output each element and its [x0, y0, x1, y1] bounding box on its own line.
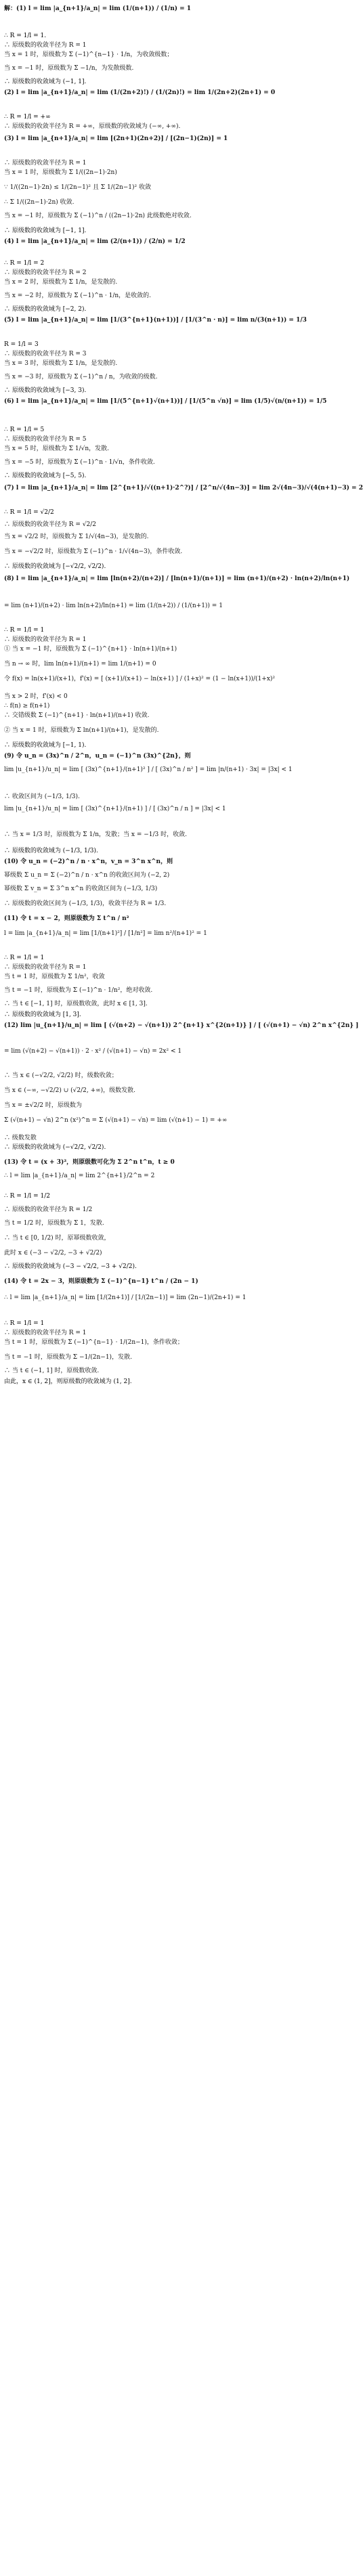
problem-line: (3) l = lim |a_{n+1}/a_n| = lim [(2n+1)(2n+2)] / [(2n−1)(2n)] = 1: [4, 135, 228, 142]
solution-line: 当 x = 1 时，原级数为 Σ 1/((2n−1)·2n): [4, 169, 117, 176]
problem-line: (6) l = lim |a_{n+1}/a_n| = lim [1/(5^{n+1}√(n+1))] / [1/(5^n √n)] = lim (1/5)√(n/(n+1)) = 1/5: [4, 398, 327, 405]
result-line: ∴ 原级数的收敛域为 [−1, 1].: [4, 227, 87, 234]
problem-line: (14) 令 t = 2x − 3，则原级数为 Σ (−1)^{n−1} t^n / (2n − 1): [4, 1278, 198, 1285]
solution-line: ∴ 原级数的收敛半径为 R = 2: [4, 269, 87, 276]
solution-line: 幂级数 Σ u_n = Σ (−2)^n / n · x^n 的收敛区间为 (−2, 2): [4, 872, 170, 879]
solution-line: ② 当 x = 1 时，原级数为 Σ ln(n+1)/(n+1)，是发散的.: [4, 727, 159, 734]
problem-line: (11) 令 t = x − 2，则原级数为 Σ t^n / n²: [4, 915, 129, 922]
solution-line: ∴ 原级数的收敛半径为 R = 1: [4, 636, 87, 643]
solution-line: 此时 x ∈ (−3 − √2/2, −3 + √2/2): [4, 1250, 102, 1257]
solution-line: 当 x = √2/2 时，原级数为 Σ 1/√(4n−3)，是发散的.: [4, 533, 149, 540]
solution-line: = lim (√(n+2) − √(n+1)) · 2 · x² / (√(n+1) − √n) = 2x² < 1: [4, 1048, 182, 1055]
result-line: ∴ 原级数的收敛域为 (−3 − √2/2, −3 + √2/2).: [4, 1263, 137, 1270]
solution-line: 当 x ∈ (−∞, −√2/2) ∪ (√2/2, +∞)，级数发散.: [4, 1087, 135, 1094]
result-line: ∴ 原级数的收敛域为 (−1/3, 1/3).: [4, 848, 98, 854]
result-line: ∴ R = 1/l = 1/2: [4, 1193, 51, 1200]
result-line: ∴ 原级数的收敛域为 [−1, 1).: [4, 742, 87, 749]
solution-line: 当 x = −1 时，原级数为 Σ −1/n，为发散级数.: [4, 65, 134, 72]
result-line: ∴ 原级数的收敛域为 (−1, 1].: [4, 79, 87, 85]
solution-line: ∴ l = lim |a_{n+1}/a_n| = lim [1/(2n+1)] / [1/(2n−1)] = lim (2n−1)/(2n+1) = 1: [4, 1294, 247, 1301]
solution-line: ∴ Σ 1/((2n−1)·2n) 收敛.: [4, 199, 74, 206]
solution-line: ∴ 原级数的收敛半径为 R = 1: [4, 160, 87, 167]
problem-line: (12) lim |u_{n+1}/u_n| = lim [ (√(n+2) − √(n+1)) 2^{n+1} x^{2(n+1)} ] / [ (√(n+1) − √n) 2^n x^{2n} ]: [4, 1022, 359, 1029]
result-line: ∴ R = 1/l = 1: [4, 1320, 45, 1327]
result-line: ∴ R = 1/l = √2/2: [4, 509, 54, 516]
result-line: ∴ 原级数的收敛域为 [−5, 5).: [4, 473, 87, 479]
solution-line: ∴ 当 x = 1/3 时，原级数为 Σ 1/n，发散；当 x = −1/3 时，收敛.: [4, 831, 187, 838]
solution-line: 当 t = −1 时，原级数为 Σ (−1)^n · 1/n²，绝对收敛.: [4, 987, 153, 994]
solution-line: 当 t = 1 时，原级数为 Σ (−1)^{n−1} · 1/(2n−1)，条件收敛；: [4, 1339, 184, 1346]
result-line: ∴ 原级数的收敛域为 [−3, 3).: [4, 387, 87, 394]
result-line: ∴ R = 1/l = +∞: [4, 114, 51, 121]
solution-line: 当 t = −1 时，原级数为 Σ −1/(2n−1)，发散.: [4, 1354, 132, 1361]
solution-line: ∴ 级数发散: [4, 1135, 37, 1141]
solution-line: ∴ 原级数的收敛半径为 R = 3: [4, 351, 87, 357]
solution-line: 幂级数 Σ v_n = Σ 3^n x^n 的收敛区间为 (−1/3, 1/3): [4, 886, 158, 892]
solution-line: ① 当 x = −1 时，原级数为 Σ (−1)^{n+1} · ln(n+1)/(n+1): [4, 646, 177, 653]
solution-line: ∴ 原级数的收敛半径为 R = 5: [4, 436, 87, 443]
solution-line: Σ (√(n+1) − √n) 2^n (x²)^n = Σ (√(n+1) − √n) = lim (√(n+1) − 1) = +∞: [4, 1117, 228, 1124]
solution-line: ∴ 原级数的收敛半径为 R = 1: [4, 42, 87, 49]
solution-line: 当 x = 5 时，原级数为 Σ 1/√n，发散.: [4, 445, 110, 452]
result-line: R = 1/l = 3: [4, 341, 39, 348]
result-line: ∴ R = 1/l = 1: [4, 627, 45, 634]
problem-line: 解：(1) l = lim |a_{n+1}/a_n| = lim (1/(n+1)) / (1/n) = 1: [4, 5, 192, 12]
solution-line: ∴ 原级数的收敛半径为 R = 1/2: [4, 1206, 93, 1213]
result-line: ∴ R = 1/l = 2: [4, 260, 45, 267]
solution-line: 当 x = 1 时，原级数为 Σ (−1)^{n−1} · 1/n，为收敛级数；: [4, 51, 173, 58]
solution-line: 当 x = −3 时，原级数为 Σ (−1)^n / n，为收敛的级数.: [4, 374, 158, 380]
result-line: ∴ R = 1/l = 5: [4, 427, 45, 433]
solution-line: lim |u_{n+1}/u_n| = lim [ (3x)^{n+1}/(n+1) ] / [ (3x)^n / n ] = |3x| < 1: [4, 806, 226, 812]
solution-line: = lim (n+1)/(n+2) · lim ln(n+2)/ln(n+1) = lim (1/(n+2)) / (1/(n+1)) = 1: [4, 603, 223, 609]
problem-line: (7) l = lim |a_{n+1}/a_n| = lim [2^{n+1}/√((n+1)·2^?)] / [2^n/√(4n−3)] = lim 2√(4n−3)/√(4(n+1)−3) = 2: [4, 485, 363, 492]
problem-line: (9) 令 u_n = (3x)^n / 2^n，u_n = (−1)^n (3x)^{2n}，则: [4, 753, 191, 760]
solution-line: ∴ 原级数的收敛半径为 R = +∞，原级数的收敛域为 (−∞, +∞).: [4, 123, 181, 130]
result-line: ∴ 原级数的收敛域为 [1, 3].: [4, 1011, 81, 1018]
solution-line: 当 x > 2 时，f'(x) < 0: [4, 693, 68, 700]
solution-line: 当 t = 1/2 时，原级数为 Σ 1，发散.: [4, 1220, 104, 1227]
problem-line: (10) 令 u_n = (−2)^n / n · x^n，v_n = 3^n x^n，则: [4, 858, 173, 865]
problem-line: (13) 令 t = (x + 3)²，则原级数可化为 Σ 2^n t^n，t ≥ 0: [4, 1159, 175, 1166]
solution-line: ∴ 收敛区间为 (−1/3, 1/3).: [4, 793, 80, 800]
solution-line: ∴ 当 t ∈ (−1, 1] 时，原级数收敛.: [4, 1368, 100, 1374]
solution-line: 当 x = 3 时，原级数为 Σ 1/n，是发散的.: [4, 360, 118, 367]
solution-line: 当 x = −2 时，原级数为 Σ (−1)^n · 1/n，是收敛的.: [4, 292, 152, 299]
problem-line: (5) l = lim |a_{n+1}/a_n| = lim [1/(3^{n+1}(n+1))] / [1/(3^n · n)] = lim n/(3(n+1)) = 1/3: [4, 317, 307, 324]
solution-line: l = lim |a_{n+1}/a_n| = lim [1/(n+1)²] / [1/n²] = lim n²/(n+1)² = 1: [4, 930, 207, 937]
problem-line: (8) l = lim |a_{n+1}/a_n| = lim [ln(n+2)/(n+2)] / [ln(n+1)/(n+1)] = lim (n+1)/(n+2) · ln(n+2)/ln(n+1): [4, 575, 350, 582]
solution-line: 当 x = 2 时，原级数为 Σ 1/n，是发散的.: [4, 279, 118, 286]
problem-line: (4) l = lim |a_{n+1}/a_n| = lim (2/(n+1)) / (2/n) = 1/2: [4, 238, 186, 245]
solution-line: ∴ 当 t ∈ [−1, 1] 时，原级数收敛，此时 x ∈ [1, 3].: [4, 1001, 148, 1007]
problem-line: (2) l = lim |a_{n+1}/a_n| = lim (1/(2n+2)!) / (1/(2n)!) = lim 1/(2n+2)(2n+1) = 0: [4, 89, 276, 96]
solution-line: ∴ f(n) ≥ f(n+1): [4, 703, 50, 710]
result-line: ∴ 原级数的收敛域为 (−√2/2, √2/2).: [4, 1144, 106, 1151]
result-line: ∴ R = 1/l = 1: [4, 955, 45, 961]
solution-line: 当 t = 1 时，原级数为 Σ 1/n²，收敛: [4, 974, 105, 980]
solution-line: ∴ 当 x ∈ (−√2/2, √2/2) 时，级数收敛；: [4, 1072, 118, 1079]
solution-line: ∴ 原级数的收敛半径为 R = 1: [4, 1330, 87, 1336]
solution-line: ∴ 交错级数 Σ (−1)^{n+1} · ln(n+1)/(n+1) 收敛.: [4, 712, 150, 719]
result-line: 由此，x ∈ (1, 2]，则原级数的收敛域为 (1, 2].: [4, 1378, 132, 1385]
result-line: ∴ 原级数的收敛域为 [−2, 2).: [4, 306, 87, 313]
result-line: ∴ 原级数的收敛域为 [−√2/2, √2/2).: [4, 563, 106, 570]
solution-line: ∴ 原级数的收敛半径为 R = 1: [4, 964, 87, 971]
solution-line: lim |u_{n+1}/u_n| = lim [ (3x)^{n+1}/(n+1)² ] / [ (3x)^n / n² ] = lim |n/(n+1) · 3x| = |3x| < 1: [4, 766, 293, 773]
solution-line: ∴ 当 t ∈ [0, 1/2) 时，原幂级数收敛，: [4, 1235, 110, 1242]
result-line: ∴ R = 1/l = 1.: [4, 32, 47, 39]
solution-line: 令 f(x) = ln(x+1)/(x+1)，f'(x) = [ (x+1)/(x+1) − ln(x+1) ] / (1+x)² = (1 − ln(x+1))/(1+x)²: [4, 676, 276, 682]
solution-line: ∴ 原级数的收敛半径为 R = √2/2: [4, 521, 96, 528]
solution-line: 当 x = −1 时，原级数为 Σ (−1)^n / ((2n−1)·2n) 此级数绝对收敛.: [4, 213, 192, 219]
solution-line: ∵ 1/((2n−1)·2n) ≤ 1/(2n−1)² 且 Σ 1/(2n−1)² 收敛: [4, 184, 151, 191]
solution-line: 当 x = ±√2/2 时，原级数为: [4, 1102, 82, 1109]
solution-line: ∴ l = lim |a_{n+1}/a_n| = lim 2^{n+1}/2^n = 2: [4, 1173, 155, 1179]
solution-line: ∴ 原级数的收敛区间为 (−1/3, 1/3)，收敛半径为 R = 1/3.: [4, 900, 167, 907]
solution-line: 当 x = −√2/2 时，原级数为 Σ (−1)^n · 1/√(4n−3)，条件收敛.: [4, 548, 183, 555]
solution-line: 当 n → ∞ 时，lim ln(n+1)/(n+1) = lim 1/(n+1) = 0: [4, 661, 156, 668]
solution-line: 当 x = −5 时，原级数为 Σ (−1)^n · 1/√n，条件收敛.: [4, 459, 155, 466]
